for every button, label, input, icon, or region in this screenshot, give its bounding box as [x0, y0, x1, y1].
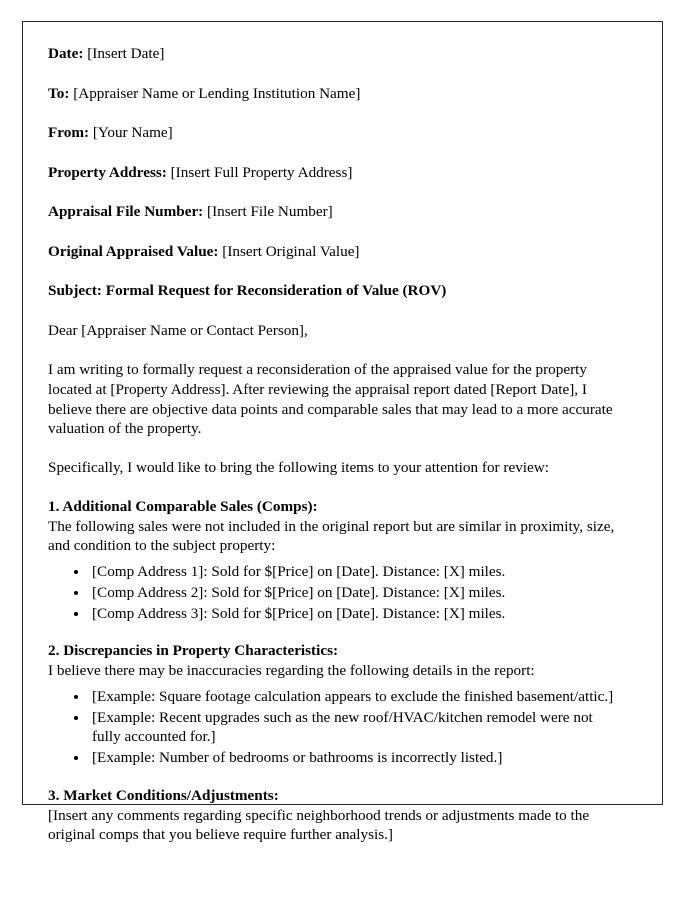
header-field-appraisal-file-number: [48, 202, 622, 223]
subject-line: Subject: Formal Request for Reconsideration of Value (ROV): [48, 282, 447, 300]
document-body: [23, 22, 662, 845]
salutation: Dear [Appraiser Name or Contact Person],: [48, 321, 308, 339]
list-item: • [Comp Address 1]: Sold for $[Price] on [Date]. Distance: [X] miles.: [89, 562, 622, 582]
header-field-from: [48, 123, 622, 144]
section-2-bullet-list: [48, 687, 622, 768]
list-item: • [Example: Square footage calculation appears to exclude the finished basement/attic.]: [89, 687, 622, 707]
list-item: • [Comp Address 2]: Sold for $[Price] on [Date]. Distance: [X] miles.: [89, 583, 622, 603]
header-field-date-value: [Insert Date]: [87, 45, 165, 62]
document-page: [22, 21, 663, 844]
header-field-appraisal-file-number-value: [Insert File Number]: [207, 203, 333, 221]
header-field-original-appraised-value-value: [Insert Original Value]: [222, 242, 360, 260]
header-field-original-appraised-value: [48, 242, 622, 263]
header-field-to-value: [Appraiser Name or Lending Institution Name]: [73, 84, 361, 102]
header-field-block: [48, 44, 622, 262]
header-field-original-appraised-value-label: Original Appraised Value:: [48, 242, 219, 260]
header-field-from-label: From:: [48, 124, 90, 142]
header-field-property-address-label: Property Address:: [48, 163, 167, 181]
header-field-from-value: [Your Name]: [92, 124, 173, 142]
list-item: • [Comp Address 3]: Sold for $[Price] on [Date]. Distance: [X] miles.: [89, 604, 622, 624]
section-2-heading: 2. Discrepancies in Property Characteristics:: [48, 642, 339, 660]
header-field-to-label: To:: [48, 84, 70, 102]
opening-paragraph: I am writing to formally request a reconsideration of the appraised value for the property located at [Property Address]. After reviewing the appraisal report dated [Report Date], I believe there are objective data points and comparable sales that may lead to a more accurate valuation of the property.: [48, 361, 613, 438]
header-field-appraisal-file-number-label: Appraisal File Number:: [48, 203, 204, 221]
header-field-to: [48, 84, 622, 105]
section-1-heading: 1. Additional Comparable Sales (Comps):: [48, 497, 318, 515]
section-2-intro: I believe there may be inaccuracies regarding the following details in the report:: [48, 662, 535, 680]
header-field-date-label: Date:: [48, 45, 84, 62]
list-item: • [Example: Number of bedrooms or bathrooms is incorrectly listed.]: [89, 748, 622, 768]
header-field-property-address-value: [Insert Full Property Address]: [170, 163, 353, 181]
section-1-intro: The following sales were not included in the original report but are similar in proximity, size, and condition to the subject property:: [48, 517, 615, 555]
header-field-date: [48, 44, 622, 65]
section-3-heading: 3. Market Conditions/Adjustments:: [48, 786, 279, 804]
list-item: • [Example: Recent upgrades such as the new roof/HVAC/kitchen remodel were not fully accounted for.]: [89, 708, 622, 748]
lead-in-paragraph: Specifically, I would like to bring the following items to your attention for review:: [48, 459, 549, 477]
header-field-property-address: [48, 163, 622, 184]
section-1-bullet-list: [48, 562, 622, 623]
section-3-intro: [Insert any comments regarding specific neighborhood trends or adjustments made to the original comps that you believe require further analysis.]: [48, 806, 590, 844]
